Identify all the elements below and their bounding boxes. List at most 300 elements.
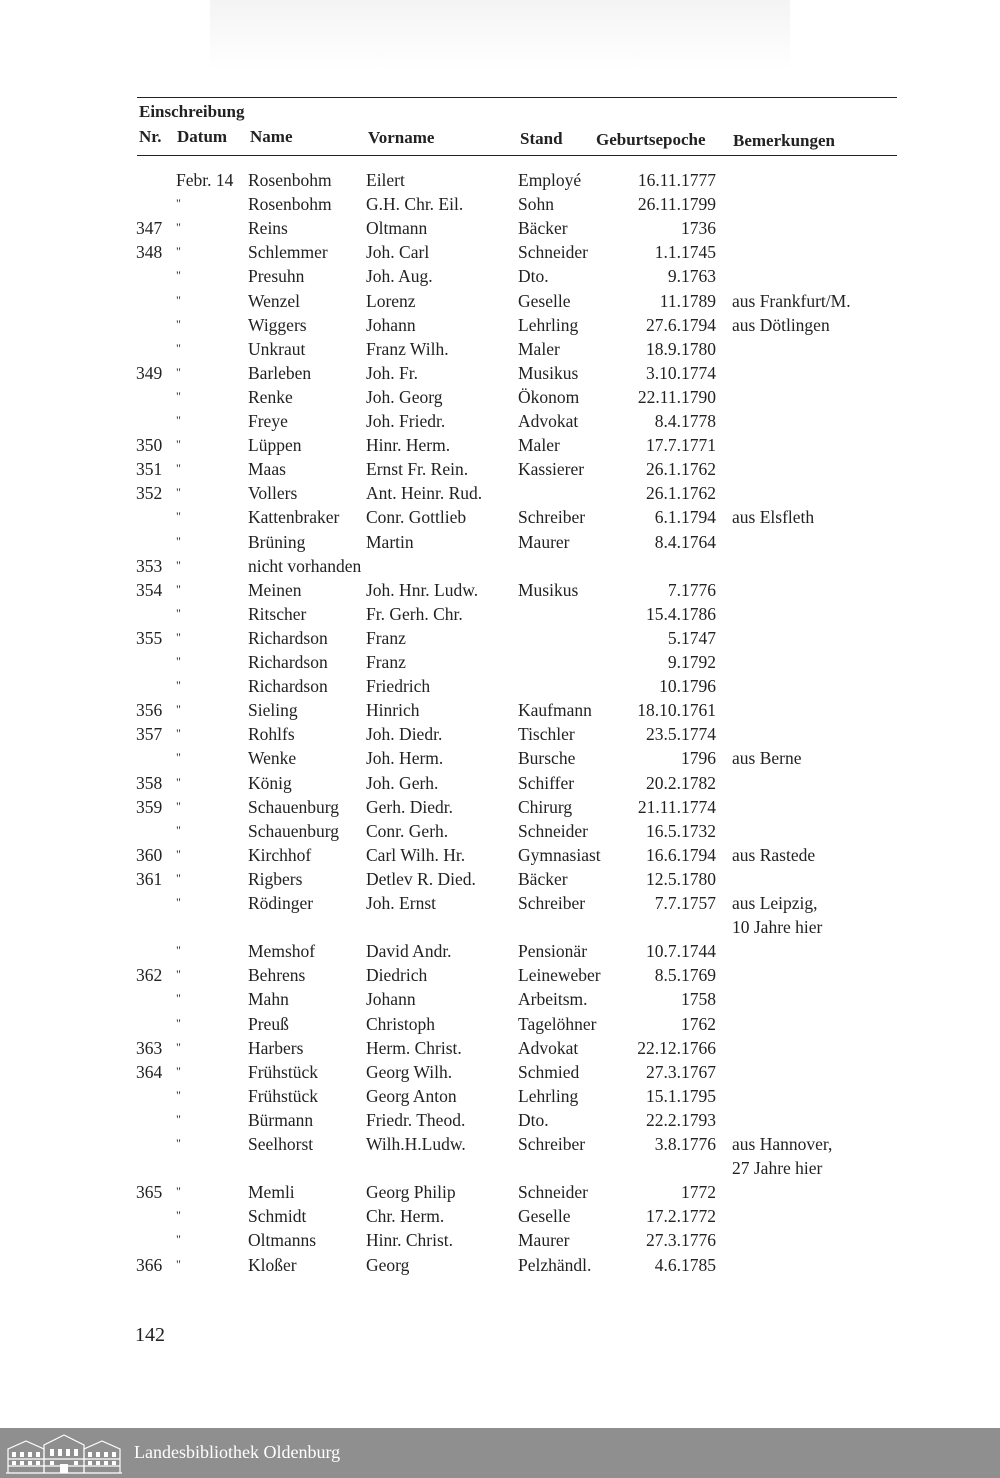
cell-datum: "	[176, 388, 181, 403]
cell-datum: "	[176, 774, 181, 789]
cell-stand: Maler	[518, 435, 560, 456]
cell-nr: 348	[136, 242, 163, 263]
cell-vorname: Detlev R. Died.	[366, 868, 476, 889]
cell-geb: 1736	[681, 218, 716, 239]
table-row	[0, 1134, 1000, 1158]
cell-geb: 9.1763	[667, 266, 716, 287]
cell-nr: 354	[136, 579, 163, 600]
cell-datum: "	[176, 846, 181, 861]
cell-geb: 15.1.1795	[646, 1085, 716, 1106]
cell-name: Memshof	[248, 941, 316, 962]
cell-datum: "	[176, 1208, 181, 1223]
cell-bem: aus Hannover,	[732, 1134, 833, 1154]
cell-stand: Schreiber	[518, 507, 586, 528]
cell-datum: "	[176, 509, 181, 524]
cell-stand: Kaufmann	[518, 700, 592, 721]
table-row	[0, 1014, 1000, 1038]
cell-nr: 359	[136, 796, 163, 817]
cell-nr: 351	[136, 459, 163, 480]
cell-datum: "	[176, 533, 181, 548]
cell-stand: Maurer	[518, 531, 570, 552]
cell-geb: 7.1776	[667, 579, 716, 600]
cell-vorname: Joh. Carl	[366, 242, 430, 263]
cell-geb: 4.6.1785	[654, 1254, 716, 1275]
cell-geb: 26.1.1762	[646, 459, 716, 480]
table-row	[0, 507, 1000, 531]
cell-geb: 18.10.1761	[637, 700, 716, 721]
header-datum: Datum	[177, 127, 228, 146]
cell-stand: Schiffer	[518, 772, 575, 793]
table-row	[0, 1110, 1000, 1134]
table-row	[0, 724, 1000, 748]
table-row	[0, 652, 1000, 676]
cell-vorname: Carl Wilh. Hr.	[366, 844, 466, 865]
cell-geb: 23.5.1774	[646, 724, 716, 745]
cell-vorname: Ernst Fr. Rein.	[366, 459, 469, 480]
cell-datum: "	[176, 461, 181, 476]
cell-geb: 1.1.1745	[654, 242, 716, 263]
cell-geb: 26.11.1799	[637, 194, 716, 215]
cell-geb: 22.11.1790	[637, 386, 716, 407]
table-row	[0, 869, 1000, 893]
cell-datum: "	[176, 750, 181, 765]
cell-nr: 363	[136, 1037, 163, 1058]
cell-stand: Schreiber	[518, 1134, 586, 1154]
cell-bem: 10 Jahre hier	[732, 917, 823, 938]
header-top-rule	[137, 97, 897, 98]
cell-vorname: Joh. Gerh.	[366, 772, 439, 793]
library-name: Landesbibliothek Oldenburg	[134, 1442, 341, 1462]
cell-vorname: Fr. Gerh. Chr.	[366, 603, 463, 624]
cell-vorname: Hinr. Christ.	[366, 1230, 454, 1251]
cell-vorname: Oltmann	[366, 218, 428, 239]
table-row	[0, 941, 1000, 965]
cell-vorname: Franz Wilh.	[366, 338, 449, 359]
table-row	[0, 218, 1000, 242]
page-number: 142	[135, 1324, 165, 1346]
table-row	[0, 242, 1000, 266]
cell-name: Kloßer	[248, 1254, 297, 1275]
table-row	[0, 266, 1000, 290]
cell-stand: Schmied	[518, 1061, 580, 1082]
cell-geb: 11.1789	[659, 290, 716, 311]
cell-stand: Schneider	[518, 1182, 588, 1203]
cell-name: Memli	[248, 1182, 295, 1203]
cell-vorname: Georg Philip	[366, 1182, 456, 1203]
table-row	[0, 989, 1000, 1013]
cell-nr: 350	[136, 435, 163, 456]
cell-vorname: Ant. Heinr. Rud.	[366, 483, 483, 504]
cell-stand: Pensionär	[518, 941, 588, 962]
cell-name: Rigbers	[248, 868, 303, 889]
cell-vorname: Friedrich	[366, 676, 431, 697]
table-row	[0, 1086, 1000, 1110]
table-row	[0, 1206, 1000, 1230]
cell-datum: "	[176, 967, 181, 982]
cell-datum: "	[176, 822, 181, 837]
footer-bar	[0, 1428, 1000, 1478]
cell-name: Preuß	[248, 1013, 289, 1034]
cell-vorname: Conr. Gerh.	[366, 820, 449, 841]
table-row	[0, 1230, 1000, 1254]
cell-geb: 27.3.1767	[646, 1061, 716, 1082]
cell-stand: Geselle	[518, 290, 571, 311]
cell-geb: 7.7.1757	[654, 893, 716, 913]
cell-datum: "	[176, 1039, 181, 1054]
cell-name: Kirchhof	[248, 844, 312, 865]
table-row	[0, 700, 1000, 724]
cell-name: Renke	[248, 386, 293, 407]
cell-bem: aus Elsfleth	[732, 507, 815, 528]
cell-vorname: Wilh.H.Ludw.	[366, 1134, 466, 1154]
table-row	[0, 532, 1000, 556]
cell-name: Vollers	[248, 483, 298, 504]
cell-datum: "	[176, 726, 181, 741]
cell-nr: 347	[136, 218, 163, 239]
cell-nr: 358	[136, 772, 163, 793]
table-row	[0, 170, 1000, 194]
cell-vorname: Hinrich	[366, 700, 420, 721]
header-bemerkungen: Bemerkungen	[733, 131, 835, 150]
cell-vorname: Conr. Gottlieb	[366, 507, 467, 528]
cell-datum: "	[176, 895, 181, 909]
cell-vorname: Hinr. Herm.	[366, 435, 451, 456]
cell-stand: Lehrling	[518, 1085, 579, 1106]
header-einschreibung: Einschreibung	[139, 102, 245, 121]
table-row	[0, 194, 1000, 218]
cell-name: Harbers	[248, 1037, 304, 1058]
cell-name: Frühstück	[248, 1085, 318, 1106]
cell-datum: "	[176, 1063, 181, 1078]
cell-vorname: Joh. Diedr.	[366, 724, 443, 745]
cell-geb: 22.12.1766	[637, 1037, 716, 1058]
cell-nr: 356	[136, 700, 163, 721]
cell-vorname: Eilert	[366, 170, 405, 190]
cell-geb: 9.1792	[667, 652, 716, 672]
table-row	[0, 893, 1000, 917]
cell-stand: Schneider	[518, 820, 588, 841]
cell-geb: 8.4.1764	[654, 531, 716, 552]
cell-geb: 8.4.1778	[654, 411, 716, 431]
cell-name: Rödinger	[248, 893, 314, 913]
cell-name: Rosenbohm	[248, 194, 332, 215]
cell-datum: "	[176, 654, 181, 668]
cell-name: Richardson	[248, 652, 328, 672]
cell-name: Seelhorst	[248, 1134, 314, 1154]
cell-name: Reins	[248, 218, 288, 239]
cell-datum: "	[176, 798, 181, 813]
table-row	[0, 1255, 1000, 1279]
cell-name: Presuhn	[248, 266, 305, 287]
table-row	[0, 459, 1000, 483]
cell-datum: "	[176, 364, 181, 379]
cell-vorname: Diedrich	[366, 965, 428, 986]
cell-datum: "	[176, 1136, 181, 1150]
cell-name: Bürmann	[248, 1109, 314, 1130]
cell-geb: 1762	[681, 1013, 716, 1034]
cell-geb: 21.11.1774	[637, 796, 716, 817]
table-row	[0, 387, 1000, 411]
cell-stand: Bäcker	[518, 868, 568, 889]
cell-datum: "	[176, 629, 181, 644]
cell-name: Meinen	[248, 579, 302, 600]
table-row	[0, 845, 1000, 869]
cell-stand: Advokat	[518, 1037, 579, 1058]
table-row	[0, 748, 1000, 772]
table-row	[0, 339, 1000, 363]
cell-name: Freye	[248, 411, 288, 431]
table-row	[0, 1182, 1000, 1206]
cell-nr: 361	[136, 868, 163, 889]
header-vorname: Vorname	[368, 128, 435, 147]
cell-geb: 17.7.1771	[646, 435, 716, 456]
cell-stand: Dto.	[518, 1109, 549, 1130]
cell-name: Mahn	[248, 989, 289, 1010]
cell-name: Schauenburg	[248, 796, 340, 817]
cell-name: Rosenbohm	[248, 170, 332, 190]
cell-datum: "	[176, 244, 181, 259]
cell-datum: "	[176, 1111, 181, 1126]
cell-vorname: Joh. Hnr. Ludw.	[366, 579, 479, 600]
cell-name: Lüppen	[248, 435, 302, 456]
cell-vorname: Joh. Ernst	[366, 893, 436, 913]
cell-nr: 365	[136, 1182, 163, 1203]
cell-stand: Musikus	[518, 362, 579, 383]
cell-bem: aus Rastede	[732, 844, 816, 865]
header-nr: Nr.	[139, 127, 162, 146]
table-row	[0, 604, 1000, 628]
cell-bem: aus Leipzig,	[732, 893, 818, 913]
header-name: Name	[250, 127, 293, 146]
cell-stand: Schreiber	[518, 893, 586, 913]
cell-datum: "	[176, 991, 181, 1006]
cell-stand: Maler	[518, 338, 560, 359]
cell-vorname: Herm. Christ.	[366, 1037, 462, 1058]
cell-stand: Chirurg	[518, 796, 573, 817]
cell-vorname: Georg Anton	[366, 1085, 457, 1106]
cell-geb: 12.5.1780	[646, 868, 716, 889]
cell-stand: Ökonom	[518, 386, 580, 407]
table-row	[0, 363, 1000, 387]
cell-datum: "	[176, 485, 181, 500]
cell-datum: "	[176, 413, 181, 427]
cell-name: Richardson	[248, 627, 328, 648]
table-row	[0, 965, 1000, 989]
table-row	[0, 773, 1000, 797]
cell-stand: Gymnasiast	[518, 844, 601, 865]
cell-name: Ritscher	[248, 603, 307, 624]
table-row	[0, 435, 1000, 459]
table-row	[0, 1038, 1000, 1062]
cell-datum: "	[176, 1087, 181, 1102]
cell-stand: Pelzhändl.	[518, 1254, 592, 1275]
cell-datum: "	[176, 220, 181, 235]
cell-nr: 362	[136, 965, 163, 986]
cell-nr: 366	[136, 1254, 163, 1275]
table-row	[0, 483, 1000, 507]
cell-vorname: Christoph	[366, 1013, 436, 1034]
cell-vorname: David Andr.	[366, 941, 452, 962]
cell-datum: "	[176, 870, 181, 885]
cell-vorname: Johann	[366, 989, 416, 1010]
header-geburtsepoche: Geburtsepoche	[596, 130, 706, 149]
table-row	[0, 315, 1000, 339]
library-building-icon	[4, 1431, 124, 1475]
cell-geb: 5.1747	[667, 627, 716, 648]
cell-stand: Bursche	[518, 748, 576, 769]
cell-stand: Tagelöhner	[518, 1013, 597, 1034]
cell-vorname: Franz	[366, 627, 406, 648]
cell-nr: 360	[136, 844, 163, 865]
cell-name: Schauenburg	[248, 820, 340, 841]
cell-geb: 1758	[681, 989, 716, 1010]
table-row	[0, 628, 1000, 652]
table-row	[0, 580, 1000, 604]
table-row	[0, 821, 1000, 845]
cell-name: Barleben	[248, 362, 312, 383]
cell-datum: "	[176, 1232, 181, 1247]
cell-datum: "	[176, 340, 181, 355]
cell-name: nicht vorhanden	[248, 555, 362, 576]
cell-stand: Tischler	[518, 724, 575, 745]
cell-stand: Employé	[518, 170, 582, 190]
cell-name: Kattenbraker	[248, 507, 340, 528]
cell-datum: "	[176, 1184, 181, 1199]
cell-geb: 20.2.1782	[646, 772, 716, 793]
table-row	[0, 291, 1000, 315]
cell-geb: 6.1.1794	[654, 507, 716, 528]
cell-datum: "	[176, 581, 181, 596]
cell-datum: "	[176, 437, 181, 452]
cell-name: Wenke	[248, 748, 297, 769]
cell-geb: 10.1796	[659, 676, 716, 697]
table-row	[0, 1158, 1000, 1182]
cell-geb: 1772	[681, 1182, 716, 1203]
cell-geb: 17.2.1772	[646, 1206, 716, 1227]
cell-geb: 3.8.1776	[654, 1134, 716, 1154]
cell-name: Sieling	[248, 700, 298, 721]
cell-name: Wiggers	[248, 314, 307, 335]
cell-stand: Arbeitsm.	[518, 989, 588, 1010]
cell-bem: 27 Jahre hier	[732, 1158, 823, 1179]
cell-datum: "	[176, 702, 181, 717]
cell-stand: Schneider	[518, 242, 588, 263]
table-row	[0, 917, 1000, 941]
cell-nr: 352	[136, 483, 163, 504]
table-row	[0, 1062, 1000, 1086]
cell-datum: "	[176, 678, 181, 693]
cell-geb: 16.5.1732	[646, 820, 716, 841]
cell-vorname: Johann	[366, 314, 416, 335]
cell-name: Schmidt	[248, 1206, 307, 1227]
cell-name: Wenzel	[248, 290, 301, 311]
cell-name: Brüning	[248, 531, 306, 552]
cell-bem: aus Frankfurt/M.	[732, 290, 851, 311]
cell-stand: Geselle	[518, 1206, 571, 1227]
cell-vorname: Gerh. Diedr.	[366, 796, 453, 817]
cell-stand: Lehrling	[518, 314, 579, 335]
table-row	[0, 676, 1000, 700]
cell-bem: aus Dötlingen	[732, 314, 830, 335]
cell-vorname: Joh. Friedr.	[366, 411, 446, 431]
cell-nr: 355	[136, 627, 163, 648]
header-stand: Stand	[520, 129, 563, 148]
cell-name: König	[248, 772, 292, 793]
cell-stand: Bäcker	[518, 218, 568, 239]
table-row	[0, 797, 1000, 821]
cell-datum: "	[176, 292, 181, 307]
cell-stand: Sohn	[518, 194, 554, 215]
cell-name: Unkraut	[248, 338, 306, 359]
cell-nr: 364	[136, 1061, 163, 1082]
cell-vorname: Joh. Georg	[366, 386, 443, 407]
cell-name: Rohlfs	[248, 724, 295, 745]
cell-geb: 22.2.1793	[646, 1109, 716, 1130]
cell-vorname: Lorenz	[366, 290, 416, 311]
cell-stand: Kassierer	[518, 459, 585, 480]
cell-vorname: Georg Wilh.	[366, 1061, 453, 1082]
cell-geb: 1796	[681, 748, 716, 769]
cell-datum: "	[176, 1015, 181, 1030]
cell-datum: "	[176, 268, 181, 283]
cell-stand: Musikus	[518, 579, 579, 600]
cell-geb: 16.6.1794	[646, 844, 716, 865]
cell-stand: Dto.	[518, 266, 549, 287]
table-row	[0, 556, 1000, 580]
cell-name: Behrens	[248, 965, 306, 986]
cell-geb: 18.9.1780	[646, 338, 716, 359]
cell-vorname: G.H. Chr. Eil.	[366, 194, 464, 215]
cell-vorname: Joh. Herm.	[366, 748, 444, 769]
cell-geb: 26.1.1762	[646, 483, 716, 504]
cell-stand: Leineweber	[518, 965, 601, 986]
cell-geb: 27.3.1776	[646, 1230, 716, 1251]
scan-shadow	[210, 0, 790, 70]
cell-nr: 349	[136, 362, 163, 383]
header-bottom-rule	[137, 155, 897, 156]
cell-vorname: Chr. Herm.	[366, 1206, 445, 1227]
cell-datum: "	[176, 605, 181, 620]
cell-datum: Febr. 14	[176, 170, 234, 190]
cell-name: Richardson	[248, 676, 328, 697]
cell-vorname: Franz	[366, 652, 406, 672]
cell-nr: 357	[136, 724, 163, 745]
cell-geb: 3.10.1774	[646, 362, 716, 383]
cell-geb: 16.11.1777	[637, 170, 716, 190]
cell-geb: 10.7.1744	[646, 941, 716, 962]
cell-name: Frühstück	[248, 1061, 318, 1082]
cell-vorname: Joh. Aug.	[366, 266, 433, 287]
cell-name: Oltmanns	[248, 1230, 317, 1251]
cell-vorname: Joh. Fr.	[366, 362, 419, 383]
cell-name: Maas	[248, 459, 286, 480]
cell-geb: 8.5.1769	[654, 965, 716, 986]
table-row	[0, 411, 1000, 435]
cell-vorname: Martin	[366, 531, 414, 552]
cell-bem: aus Berne	[732, 748, 802, 769]
cell-datum: "	[176, 1256, 181, 1271]
cell-datum: "	[176, 196, 181, 211]
cell-stand: Maurer	[518, 1230, 570, 1251]
cell-stand: Advokat	[518, 411, 579, 431]
cell-datum: "	[176, 557, 181, 572]
cell-name: Schlemmer	[248, 242, 328, 263]
cell-geb: 27.6.1794	[646, 314, 716, 335]
cell-datum: "	[176, 316, 181, 331]
cell-nr: 353	[136, 555, 163, 576]
cell-datum: "	[176, 943, 181, 958]
cell-vorname: Friedr. Theod.	[366, 1109, 466, 1130]
